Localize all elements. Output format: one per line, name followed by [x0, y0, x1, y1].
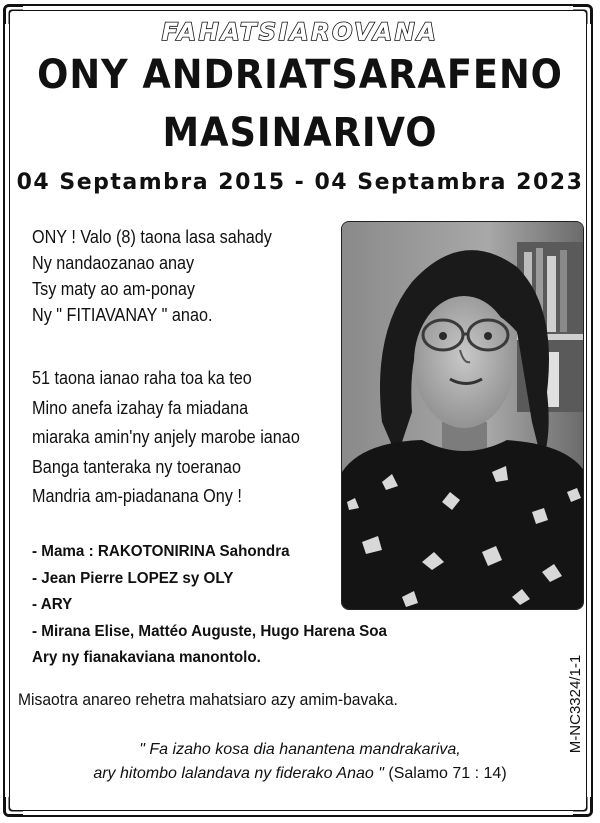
portrait-photo-icon — [342, 222, 584, 610]
corner-ornament-icon — [3, 795, 25, 817]
notice-heading: FAHATSIAROVANA — [161, 18, 439, 46]
portrait-photo — [341, 221, 584, 610]
verse-line-2 — [0, 765, 600, 783]
poem-line: miaraka amin'ny anjely marobe ianao — [32, 427, 300, 447]
verse-reference: (Salamo 71 : 14) — [388, 765, 507, 782]
poem-line: Ny " FITIAVANAY " anao. — [32, 305, 213, 325]
corner-ornament-icon — [571, 795, 593, 817]
poem-line: 51 taona ianao raha toa ka teo — [32, 368, 252, 388]
reference-code: M-NC3324/1-1 — [567, 654, 584, 754]
verse-text: " Fa izaho kosa dia hanantena mandrakariva, — [139, 741, 461, 758]
deceased-name-line-2: MASINARIVO — [162, 110, 438, 156]
poem-line: Ny nandaozanao anay — [32, 253, 195, 273]
family-item: - ARY — [32, 596, 73, 613]
poem-line: Mandria am-piadanana Ony ! — [32, 486, 242, 506]
verse-line-1 — [0, 741, 600, 759]
poem-line: Tsy maty ao am-ponay — [32, 279, 195, 299]
verse-text: ary hitombo lalandava ny fiderako Anao " — [93, 765, 384, 782]
poem-line: ONY ! Valo (8) taona lasa sahady — [32, 227, 272, 247]
poem-line: Banga tanteraka ny toeranao — [32, 456, 241, 477]
family-item: - Mama : RAKOTONIRINA Sahondra — [32, 543, 290, 560]
family-item: - Mirana Elise, Mattéo Auguste, Hugo Harena Soa — [32, 622, 388, 640]
poem-stanza-1 — [32, 224, 272, 328]
family-item: Ary ny fianakaviana manontolo. — [32, 649, 261, 666]
deceased-name-line-1: ONY ANDRIATSARAFENO — [37, 52, 563, 98]
thanks-line: Misaotra anareo rehetra mahatsiaro azy amim-bavaka. — [18, 690, 398, 709]
family-list — [32, 539, 387, 672]
memorial-dates: 04 Septambra 2015 - 04 Septambra 2023 — [16, 170, 584, 195]
poem-line: Mino anefa izahay fa miadana — [32, 397, 249, 418]
family-item: - Jean Pierre LOPEZ sy OLY — [32, 569, 234, 587]
poem-stanza-2 — [32, 364, 300, 512]
